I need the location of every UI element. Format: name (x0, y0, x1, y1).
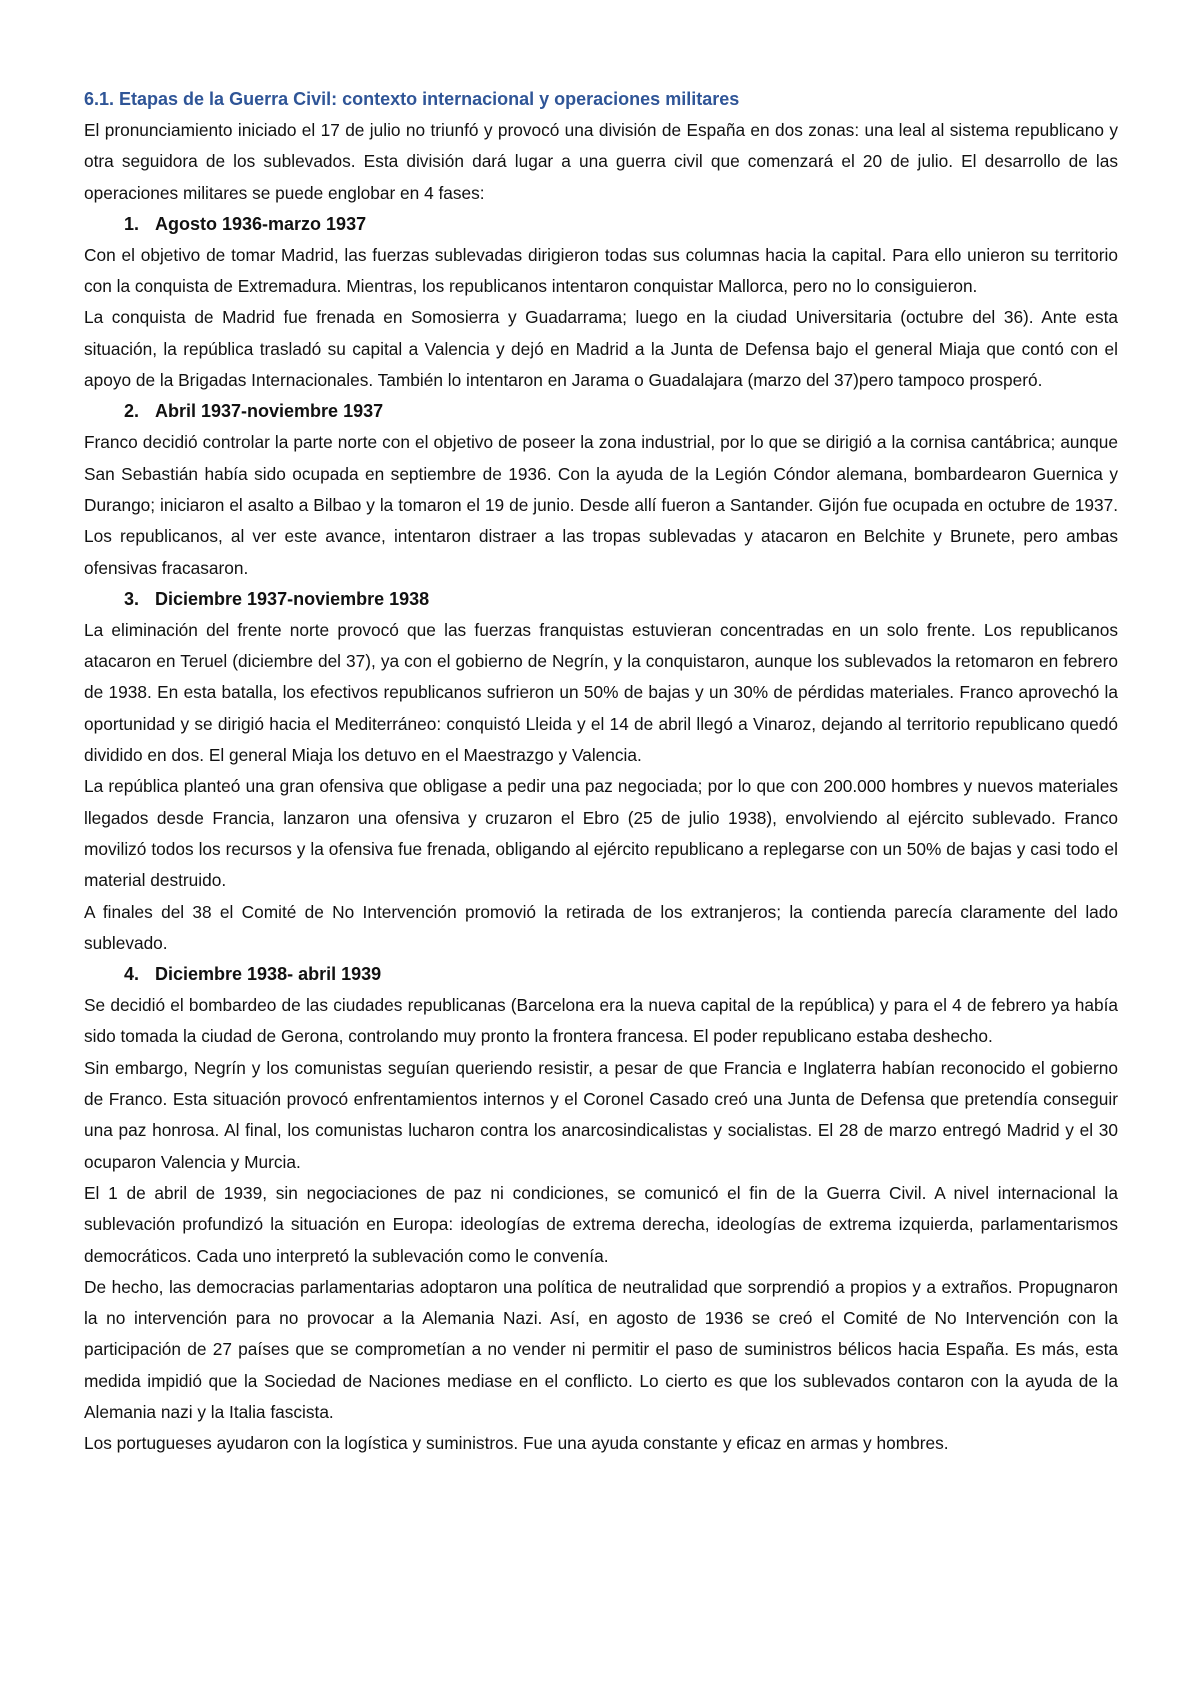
body-paragraph: A finales del 38 el Comité de No Intervención promovió la retirada de los extranjeros; la contienda parecía claramente del lado sublevado. (84, 901, 1118, 953)
document-page (84, 84, 1118, 1460)
phase-heading (84, 584, 1118, 615)
section-title: 6.1. Etapas de la Guerra Civil: contexto internacional y operaciones militares (84, 89, 740, 109)
phase-number: 2. (124, 401, 140, 422)
intro-paragraph: El pronunciamiento iniciado el 17 de julio no triunfó y provocó una división de España en dos zonas: una leal al sistema republicano y otra seguidora de los sublevados. Esta división dará lugar a una guerra civil que comenzará el 20 de julio. El desarrollo de las operaciones militares se puede englobar en 4 fases: (84, 120, 1118, 203)
phase-title: Diciembre 1938- abril 1939 (155, 964, 382, 985)
phase-title: Abril 1937-noviembre 1937 (155, 401, 384, 422)
body-paragraph: El 1 de abril de 1939, sin negociaciones de paz ni condiciones, se comunicó el fin de la Guerra Civil. A nivel internacional la sublevación profundizó la situación en Europa: ideologías de extrema derecha, ideologías de extrema izquierda, parlamentarismos democráticos. Cada uno interpretó la sublevación como le convenía. (84, 1182, 1118, 1266)
body-paragraph: Franco decidió controlar la parte norte con el objetivo de poseer la zona industrial, por lo que se dirigió a la cornisa cantábrica; aunque San Sebastián había sido ocupada en septiembre de 1936. Con la ayuda de la Legión Cóndor alemana, bombardearon Guernica y Durango; iniciaron el asalto a Bilbao y la tomaron el 19 de junio. Desde allí fueron a Santander. Gijón fue ocupada en octubre de 1937. Los republicanos, al ver este avance, intentaron distraer a las tropas sublevadas y atacaron en Belchite y Brunete, pero ambas ofensivas fracasaron. (84, 432, 1118, 578)
body-paragraph: La eliminación del frente norte provocó que las fuerzas franquistas estuvieran concentradas en un solo frente. Los republicanos atacaron en Teruel (diciembre del 37), ya con el gobierno de Negrín, y la conquistaron, aunque los sublevados la retomaron en febrero de 1938. En esta batalla, los efectivos republicanos sufrieron un 50% de bajas y un 30% de pérdidas materiales. Franco aprovechó la oportunidad y se dirigió hacia el Mediterráneo: conquistó Lleida y el 14 de abril llegó a Vinaroz, dejando al territorio republicano quedó dividido en dos. El general Miaja los detuvo en el Maestrazgo y Valencia. (84, 619, 1118, 766)
phase-heading (84, 959, 1118, 990)
phase-number: 3. (124, 588, 140, 609)
body-paragraph: La conquista de Madrid fue frenada en Somosierra y Guadarrama; luego en la ciudad Universitaria (octubre del 36). Ante esta situación, la república trasladó su capital a Valencia y dejó en Madrid a la Junta de Defensa bajo el general Miaja que contó con el apoyo de la Brigadas Internacionales. También lo intentaron en Jarama o Guadalajara (marzo del 37)pero tampoco prosperó. (84, 307, 1118, 391)
phase-heading (84, 396, 1118, 427)
phase-number: 4. (124, 964, 140, 985)
body-paragraph: Sin embargo, Negrín y los comunistas seguían queriendo resistir, a pesar de que Francia e Inglaterra habían reconocido el gobierno de Franco. Esta situación provocó enfrentamientos internos y el Coronel Casado creó una Junta de Defensa que pretendía conseguir una paz honrosa. Al final, los comunistas lucharon contra los anarcosindicalistas y socialistas. El 28 de marzo entregó Madrid y el 30 ocuparon Valencia y Murcia. (84, 1057, 1118, 1172)
phase-number: 1. (124, 213, 140, 234)
body-paragraph: Con el objetivo de tomar Madrid, las fuerzas sublevadas dirigieron todas sus columnas hacia la capital. Para ello unieron su territorio con la conquista de Extremadura. Mientras, los republicanos intentaron conquistar Mallorca, pero no lo consiguieron. (84, 244, 1118, 297)
body-paragraph: De hecho, las democracias parlamentarias adoptaron una política de neutralidad que sorprendió a propios y a extraños. Propugnaron la no intervención para no provocar a la Alemania Nazi. Así, en agosto de 1936 se creó el Comité de No Intervención con la participación de 27 países que se comprometían a no vender ni permitir el paso de suministros bélicos hacia España. Es más, esta medida impidió que la Sociedad de Naciones mediase en el conflicto. Lo cierto es que los sublevados contaron con la ayuda de la Alemania nazi y la Italia fascista. (84, 1276, 1118, 1422)
body-paragraph: Se decidió el bombardeo de las ciudades republicanas (Barcelona era la nueva capital de la república) y para el 4 de febrero ya había sido tomada la ciudad de Gerona, controlando muy pronto la frontera francesa. El poder republicano estaba deshecho. (84, 995, 1118, 1047)
phase-title: Agosto 1936-marzo 1937 (155, 213, 367, 234)
body-paragraph: Los portugueses ayudaron con la logística y suministros. Fue una ayuda constante y eficaz en armas y hombres. (84, 1433, 949, 1454)
phase-heading (84, 209, 1118, 240)
phase-title: Diciembre 1937-noviembre 1938 (155, 588, 430, 609)
body-paragraph: La república planteó una gran ofensiva que obligase a pedir una paz negociada; por lo que con 200.000 hombres y nuevos materiales llegados desde Francia, lanzaron una ofensiva y cruzaron el Ebro (25 de julio 1938), envolviendo al ejército sublevado. Franco movilizó todos los recursos y la ofensiva fue frenada, obligando al ejército republicano a replegarse con un 50% de bajas y casi todo el material destruido. (84, 776, 1118, 891)
